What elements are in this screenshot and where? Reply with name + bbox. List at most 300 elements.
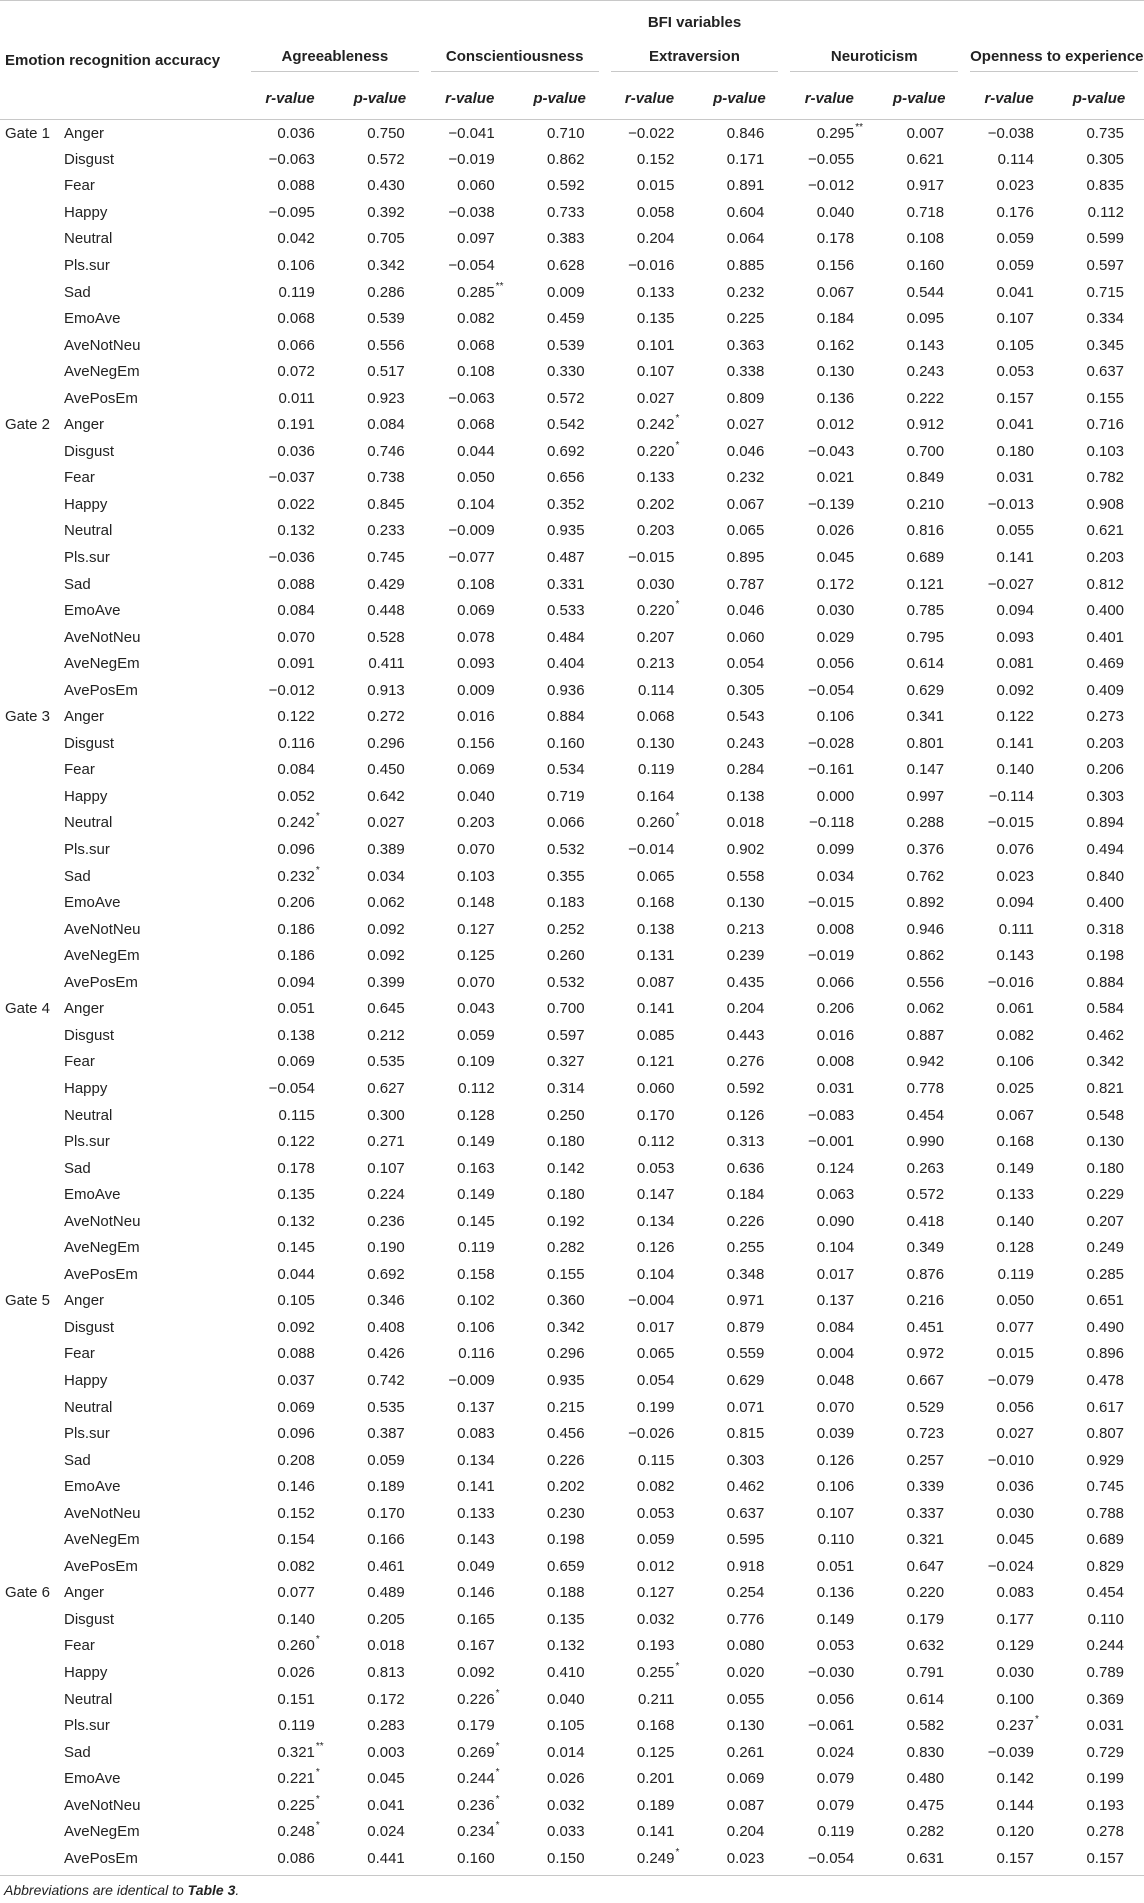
cell-value: 0.122 xyxy=(277,1133,315,1151)
cell-value: 0.830 xyxy=(906,1743,945,1761)
gate-label xyxy=(0,279,62,306)
r-value-cell xyxy=(245,783,335,810)
table-row xyxy=(0,757,1144,784)
gate-label xyxy=(0,889,62,916)
cell-value: 0.130 xyxy=(726,1717,765,1735)
cell-value: 0.778 xyxy=(906,1079,945,1097)
cell-value: 0.134 xyxy=(636,1212,675,1230)
p-value-cell xyxy=(874,465,964,492)
emotion-label: Sad xyxy=(64,1743,91,1761)
table-row xyxy=(0,1633,1144,1660)
cell-value: 0.160 xyxy=(906,257,945,274)
cell-value: 0.094 xyxy=(996,602,1035,620)
r-value-cell xyxy=(425,252,515,279)
p-value-cell xyxy=(515,1447,605,1474)
cell-value: 0.484 xyxy=(547,628,585,646)
r-value-cell xyxy=(245,677,335,704)
cell-value: 0.896 xyxy=(1086,1345,1125,1363)
cell-value: 0.111 xyxy=(998,920,1035,938)
significance-marker: ** xyxy=(855,121,864,133)
r-value-cell xyxy=(784,465,874,492)
cell-value: 0.004 xyxy=(816,1345,855,1363)
cell-value: 0.723 xyxy=(906,1425,945,1443)
cell-value: 0.165 xyxy=(457,1610,495,1628)
cell-value: 0.082 xyxy=(277,1557,315,1575)
r-value-cell xyxy=(964,1580,1054,1607)
r-value-cell xyxy=(425,1208,515,1235)
cell-value: 0.278 xyxy=(1086,1823,1125,1841)
p-value-cell xyxy=(694,624,784,651)
p-value-cell xyxy=(335,996,425,1023)
cell-value: 0.087 xyxy=(636,973,675,991)
gate-label xyxy=(0,1739,62,1766)
cell-value: 0.083 xyxy=(457,1425,495,1443)
cell-value: 0.141 xyxy=(996,549,1035,567)
cell-value: 0.036 xyxy=(277,124,315,142)
bfi-variables-title: BFI variables xyxy=(245,1,1144,44)
cell-value: 0.206 xyxy=(277,894,315,912)
cell-value: 0.285 ** xyxy=(457,280,504,301)
r-value-cell xyxy=(964,1022,1054,1049)
cell-value: 0.132 xyxy=(547,1637,585,1655)
emotion-label: AveNegEm xyxy=(64,1823,140,1841)
trait-header-label: Extraversion xyxy=(611,48,779,72)
cell-value: 0.023 xyxy=(726,1849,765,1867)
cell-value: 0.053 xyxy=(636,1159,675,1177)
gate-label xyxy=(0,1234,62,1261)
cell-value: 0.180 xyxy=(547,1186,585,1204)
p-value-cell xyxy=(694,1819,784,1846)
p-value-cell xyxy=(874,1075,964,1102)
cell-value: 0.330 xyxy=(547,363,585,381)
cell-value: 0.068 xyxy=(457,336,495,354)
p-value-cell xyxy=(1054,1261,1144,1288)
cell-value: 0.126 xyxy=(636,1239,675,1257)
gate-label xyxy=(0,1341,62,1368)
p-value-cell xyxy=(694,1553,784,1580)
p-value-cell xyxy=(694,305,784,332)
cell-value: −0.054 xyxy=(268,1079,315,1097)
cell-value: 0.056 xyxy=(816,655,855,673)
p-value-cell xyxy=(1054,1473,1144,1500)
significance-marker: * xyxy=(675,599,680,611)
cell-value: 0.451 xyxy=(906,1318,945,1336)
table-header xyxy=(0,1,1144,120)
r-value-cell xyxy=(425,173,515,200)
r-value-cell xyxy=(605,1022,695,1049)
r-value-cell xyxy=(605,332,695,359)
p-value-cell xyxy=(515,438,605,465)
p-value-cell xyxy=(874,1234,964,1261)
p-value-cell xyxy=(335,810,425,837)
significance-marker: * xyxy=(495,1820,500,1832)
gate-label xyxy=(0,757,62,784)
p-value-cell xyxy=(1054,571,1144,598)
p-value-cell xyxy=(335,279,425,306)
p-value-cell xyxy=(515,677,605,704)
cell-value: 0.224 xyxy=(367,1186,405,1204)
cell-value: 0.045 xyxy=(996,1531,1035,1549)
cell-value: 0.225 * xyxy=(277,1793,320,1814)
cell-value: 0.138 xyxy=(726,787,765,805)
cell-value: 0.812 xyxy=(1086,575,1125,593)
cell-value: 0.191 xyxy=(277,416,315,434)
cell-value: 0.049 xyxy=(457,1557,495,1575)
cell-value: 0.130 xyxy=(816,363,855,381)
p-value-cell xyxy=(515,146,605,173)
p-value-cell xyxy=(694,916,784,943)
p-value-cell xyxy=(694,1261,784,1288)
r-value-cell xyxy=(605,1181,695,1208)
cell-value: 0.125 xyxy=(457,947,495,965)
cell-value: 0.791 xyxy=(906,1663,945,1681)
gate-label xyxy=(0,677,62,704)
p-value-cell xyxy=(515,412,605,439)
p-value-cell xyxy=(335,677,425,704)
cell-value: 0.599 xyxy=(1086,230,1125,248)
r-value-cell xyxy=(964,1447,1054,1474)
r-value-cell xyxy=(784,969,874,996)
cell-value: 0.050 xyxy=(457,469,495,487)
r-value-cell xyxy=(784,1633,874,1660)
table-row xyxy=(0,1447,1144,1474)
cell-value: 0.232 xyxy=(726,469,765,487)
cell-value: 0.069 xyxy=(277,1398,315,1416)
p-value-cell xyxy=(874,863,964,890)
cell-value: 0.840 xyxy=(1086,867,1125,885)
p-value-cell xyxy=(694,783,784,810)
gate-label: Gate 1 xyxy=(5,124,51,142)
r-value-cell xyxy=(245,120,335,147)
r-value-cell xyxy=(605,863,695,890)
cell-value: 0.582 xyxy=(906,1717,945,1735)
cell-value: 0.318 xyxy=(1086,920,1125,938)
emotion-label: Pls.sur xyxy=(64,1425,110,1443)
r-value-cell xyxy=(245,465,335,492)
cell-value: 0.239 xyxy=(726,947,765,965)
cell-value: 0.131 xyxy=(636,947,675,965)
r-value-cell xyxy=(245,199,335,226)
p-value-cell xyxy=(335,465,425,492)
p-value-cell xyxy=(694,571,784,598)
cell-value: 0.086 xyxy=(277,1849,315,1867)
emotion-label: Anger xyxy=(64,1584,105,1602)
r-value-cell xyxy=(605,1686,695,1713)
p-value-cell xyxy=(694,1314,784,1341)
r-value-cell xyxy=(425,650,515,677)
emotion-label: AvePosEm xyxy=(64,1557,138,1575)
gate-label xyxy=(0,1155,62,1182)
emotion-label: AveNegEm xyxy=(64,363,140,381)
r-value-cell xyxy=(425,783,515,810)
cell-value: 0.106 xyxy=(996,1053,1035,1071)
cell-value: 0.203 xyxy=(457,814,495,832)
r-value-cell xyxy=(605,1155,695,1182)
cell-value: 0.040 xyxy=(816,203,855,221)
r-value-cell xyxy=(245,1367,335,1394)
r-value-cell xyxy=(425,1659,515,1686)
p-value-cell xyxy=(694,1234,784,1261)
p-value-cell xyxy=(1054,1288,1144,1315)
p-value-cell xyxy=(1054,120,1144,147)
table-row xyxy=(0,173,1144,200)
gate-label xyxy=(0,1686,62,1713)
r-value-cell xyxy=(784,1580,874,1607)
r-value-cell xyxy=(964,1234,1054,1261)
emotion-label: EmoAve xyxy=(64,894,121,912)
cell-value: 0.056 xyxy=(996,1398,1035,1416)
p-value-cell xyxy=(335,1845,425,1872)
cell-value: 0.213 xyxy=(636,655,675,673)
cell-value: 0.199 xyxy=(1086,1770,1125,1788)
r-value-cell xyxy=(964,544,1054,571)
cell-value: 0.031 xyxy=(816,1079,855,1097)
cell-value: 0.156 xyxy=(457,734,495,752)
table-footnote xyxy=(4,1882,239,1898)
r-value-cell xyxy=(964,120,1054,147)
r-value-cell xyxy=(425,1420,515,1447)
table-row xyxy=(0,704,1144,731)
cell-value: 0.192 xyxy=(547,1212,585,1230)
table-row xyxy=(0,1739,1144,1766)
r-value-header: r-value xyxy=(425,77,515,120)
cell-value: 0.112 xyxy=(458,1079,495,1097)
cell-value: 0.031 xyxy=(996,469,1035,487)
cell-value: −0.013 xyxy=(987,495,1035,513)
cell-value: −0.054 xyxy=(448,257,495,274)
r-value-cell xyxy=(425,1606,515,1633)
r-value-cell xyxy=(245,252,335,279)
cell-value: 0.088 xyxy=(277,575,315,593)
r-value-cell xyxy=(605,226,695,253)
cell-value: 0.095 xyxy=(906,310,945,328)
p-value-cell xyxy=(1054,1526,1144,1553)
p-value-cell xyxy=(515,1819,605,1846)
p-value-cell xyxy=(335,358,425,385)
p-value-cell xyxy=(515,836,605,863)
cell-value: 0.226 xyxy=(726,1212,765,1230)
emotion-label: Pls.sur xyxy=(64,841,110,859)
gate-label xyxy=(0,1102,62,1129)
cell-value: 0.533 xyxy=(547,602,585,620)
p-value-cell xyxy=(1054,1659,1144,1686)
p-value-cell xyxy=(335,1261,425,1288)
p-value-cell xyxy=(694,889,784,916)
cell-value: 0.411 xyxy=(368,655,405,673)
p-value-cell xyxy=(1054,1314,1144,1341)
cell-value: 0.990 xyxy=(906,1133,945,1151)
r-value-cell xyxy=(425,1712,515,1739)
r-value-cell xyxy=(425,1155,515,1182)
r-value-cell xyxy=(964,1075,1054,1102)
cell-value: 0.106 xyxy=(457,1318,495,1336)
cell-value: 0.254 xyxy=(726,1584,765,1602)
p-value-cell xyxy=(1054,412,1144,439)
table-row xyxy=(0,1367,1144,1394)
emotion-label: Sad xyxy=(64,867,91,885)
p-value-cell xyxy=(694,173,784,200)
cell-value: 0.908 xyxy=(1086,495,1125,513)
r-value-cell xyxy=(245,1606,335,1633)
p-value-cell xyxy=(874,757,964,784)
cell-value: 0.572 xyxy=(906,1186,945,1204)
r-value-cell xyxy=(964,1314,1054,1341)
r-value-cell xyxy=(784,1155,874,1182)
gate-label xyxy=(0,1659,62,1686)
cell-value: 0.376 xyxy=(906,841,945,859)
p-value-cell xyxy=(515,1712,605,1739)
p-value-cell xyxy=(335,1553,425,1580)
p-value-cell xyxy=(335,1500,425,1527)
r-value-cell xyxy=(784,199,874,226)
p-value-cell xyxy=(694,332,784,359)
cell-value: 0.429 xyxy=(367,575,405,593)
cell-value: −0.004 xyxy=(628,1292,675,1310)
r-value-cell xyxy=(425,1314,515,1341)
r-value-cell xyxy=(425,571,515,598)
cell-value: 0.401 xyxy=(1086,628,1125,646)
significance-marker: * xyxy=(315,1767,320,1779)
r-value-cell xyxy=(784,916,874,943)
cell-value: 0.176 xyxy=(996,203,1035,221)
p-value-cell xyxy=(694,1765,784,1792)
cell-value: 0.119 xyxy=(458,1239,495,1257)
cell-value: 0.148 xyxy=(457,894,495,912)
emotion-label: Happy xyxy=(64,203,108,221)
p-value-cell xyxy=(1054,677,1144,704)
cell-value: −0.016 xyxy=(987,973,1035,991)
r-value-cell xyxy=(784,252,874,279)
p-value-cell xyxy=(515,1288,605,1315)
p-value-cell xyxy=(515,1553,605,1580)
cell-value: 0.260 * xyxy=(277,1634,320,1655)
r-value-cell xyxy=(605,704,695,731)
cell-value: 0.108 xyxy=(906,230,945,248)
r-value-cell xyxy=(605,1526,695,1553)
r-value-cell xyxy=(784,1367,874,1394)
p-value-cell xyxy=(335,1367,425,1394)
cell-value: 0.198 xyxy=(1086,947,1125,965)
cell-value: 0.913 xyxy=(367,681,405,699)
table-row xyxy=(0,358,1144,385)
cell-value: 0.469 xyxy=(1086,655,1125,673)
r-value-cell xyxy=(605,916,695,943)
cell-value: 0.012 xyxy=(636,1557,675,1575)
r-value-cell xyxy=(425,146,515,173)
cell-value: 0.031 xyxy=(1086,1717,1125,1735)
r-value-cell xyxy=(425,1553,515,1580)
cell-value: −0.037 xyxy=(268,469,315,487)
cell-value: 0.133 xyxy=(457,1504,495,1522)
emotion-label: Disgust xyxy=(64,1318,115,1336)
cell-value: 0.205 xyxy=(367,1610,405,1628)
cell-value: 0.135 xyxy=(277,1186,315,1204)
cell-value: 0.093 xyxy=(457,655,495,673)
r-value-cell xyxy=(964,1394,1054,1421)
p-value-cell xyxy=(1054,624,1144,651)
p-value-cell xyxy=(694,465,784,492)
gate-label xyxy=(0,1633,62,1660)
cell-value: −0.095 xyxy=(268,203,315,221)
r-value-cell xyxy=(245,704,335,731)
r-value-cell xyxy=(245,1792,335,1819)
p-value-cell xyxy=(335,1075,425,1102)
emotion-label: Disgust xyxy=(64,1610,115,1628)
r-value-cell xyxy=(245,358,335,385)
r-value-cell xyxy=(784,783,874,810)
cell-value: 0.163 xyxy=(457,1159,495,1177)
cell-value: 0.733 xyxy=(547,203,585,221)
cell-value: −0.038 xyxy=(987,124,1035,142)
p-value-cell xyxy=(515,1765,605,1792)
p-value-header: p-value xyxy=(335,77,425,120)
cell-value: 0.971 xyxy=(726,1292,765,1310)
p-value-cell xyxy=(515,783,605,810)
cell-value: 0.548 xyxy=(1086,1106,1125,1124)
gate-label xyxy=(0,783,62,810)
r-value-cell xyxy=(425,942,515,969)
cell-value: 0.106 xyxy=(816,708,855,726)
cell-value: 0.383 xyxy=(547,230,585,248)
p-value-cell xyxy=(335,889,425,916)
p-value-cell xyxy=(694,1606,784,1633)
cell-value: 0.059 xyxy=(996,257,1035,274)
cell-value: 0.027 xyxy=(726,416,765,434)
r-value-cell xyxy=(425,1261,515,1288)
r-value-cell xyxy=(425,1341,515,1368)
r-value-cell xyxy=(245,1155,335,1182)
gate-label xyxy=(0,438,62,465)
emotion-label: Pls.sur xyxy=(64,1717,110,1735)
cell-value: 0.147 xyxy=(636,1186,675,1204)
cell-value: 0.130 xyxy=(1086,1133,1125,1151)
p-value-cell xyxy=(515,597,605,624)
cell-value: 0.188 xyxy=(547,1584,585,1602)
cell-value: 0.342 xyxy=(1086,1053,1125,1071)
r-value-cell xyxy=(605,650,695,677)
cell-value: 0.342 xyxy=(367,257,405,274)
p-value-cell xyxy=(874,1606,964,1633)
cell-value: −0.015 xyxy=(987,814,1035,832)
significance-marker: * xyxy=(495,1740,500,1752)
r-value-cell xyxy=(605,1712,695,1739)
cell-value: 0.303 xyxy=(726,1451,765,1469)
p-value-cell xyxy=(874,226,964,253)
r-value-cell xyxy=(425,1686,515,1713)
cell-value: 0.972 xyxy=(906,1345,945,1363)
cell-value: 0.054 xyxy=(726,655,765,673)
r-value-cell xyxy=(964,996,1054,1023)
table-row xyxy=(0,783,1144,810)
r-value-cell xyxy=(605,412,695,439)
p-value-cell xyxy=(874,1765,964,1792)
cell-value: 0.689 xyxy=(906,549,945,567)
p-value-cell xyxy=(694,1155,784,1182)
cell-value: 0.081 xyxy=(996,655,1035,673)
cell-value: 0.170 xyxy=(367,1504,405,1522)
r-value-cell xyxy=(784,1792,874,1819)
p-value-cell xyxy=(874,252,964,279)
p-value-cell xyxy=(515,1367,605,1394)
cell-value: 0.261 xyxy=(726,1743,765,1761)
p-value-cell xyxy=(335,1208,425,1235)
r-value-cell xyxy=(245,836,335,863)
cell-value: 0.462 xyxy=(726,1478,765,1496)
cell-value: 0.782 xyxy=(1086,469,1125,487)
cell-value: 0.788 xyxy=(1086,1504,1125,1522)
table-row xyxy=(0,1261,1144,1288)
p-value-cell xyxy=(335,1659,425,1686)
